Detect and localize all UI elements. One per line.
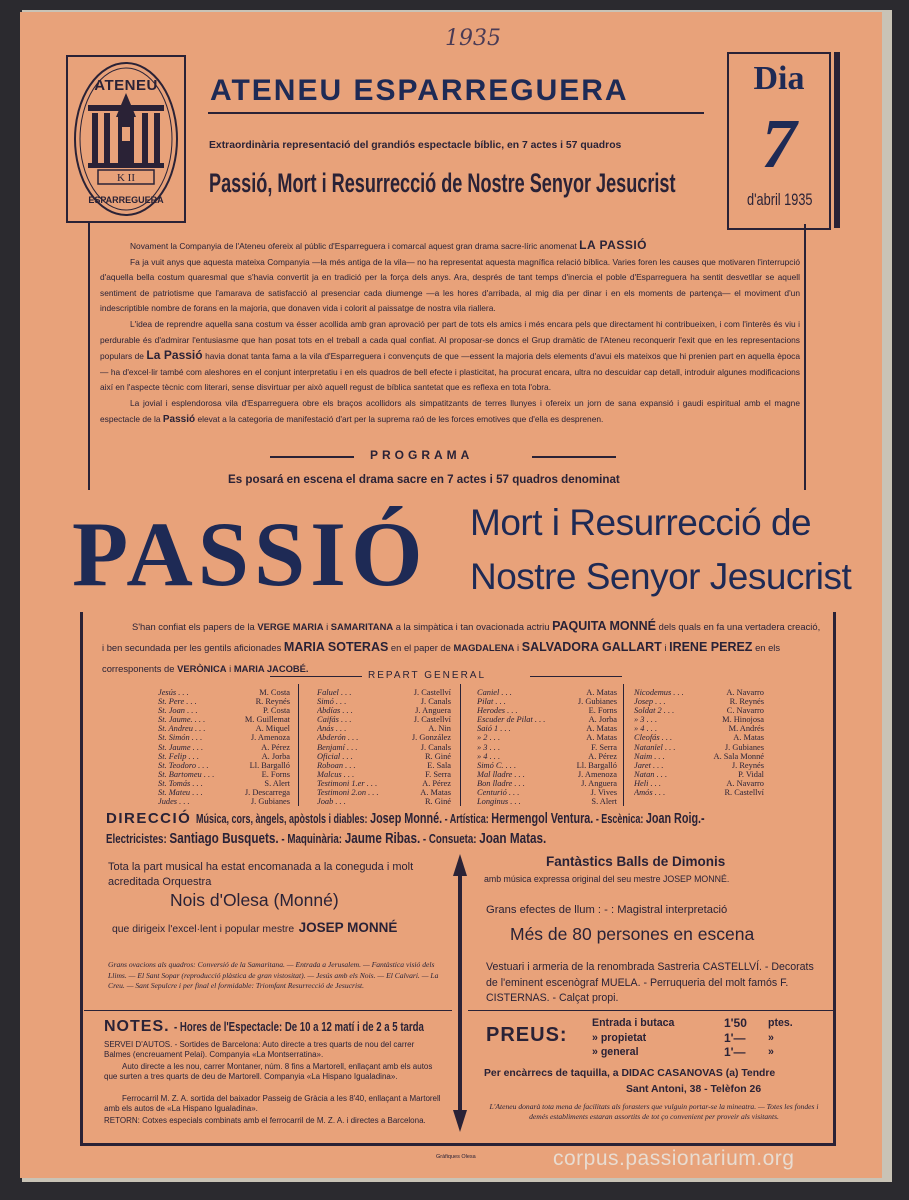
cast-role: Testimoni 1.er . . . xyxy=(317,778,378,788)
preus-adreca: Sant Antoni, 38 - Telèfon 26 xyxy=(626,1084,762,1095)
cast-actor: J. Reynés xyxy=(731,760,764,770)
notes-servei: SERVEI D'AUTOS. - Sortides de Barcelona: Auto directe a tres quarts de nou del carrer Balmes (encreuament Pelai). Companyia «La Montserratina». xyxy=(104,1040,415,1060)
cast-actor: A. Jorba xyxy=(261,751,290,761)
cast-actor: E. Forns xyxy=(588,706,617,716)
direccio-maquin-label: - Maquinària: xyxy=(281,832,343,846)
direccio-line2 xyxy=(106,830,546,847)
cast-role: St. Bartomeu . . . xyxy=(158,769,215,779)
orquestra-dir-lead: que dirigeix l'excel·lent i popular mestre xyxy=(112,924,295,935)
direccio xyxy=(106,810,826,828)
cast-row xyxy=(477,797,617,806)
price-row xyxy=(592,1045,832,1060)
cast-role: Josep . . . xyxy=(634,697,666,707)
divider-arrow-icon xyxy=(452,854,468,1132)
notes-rule-right xyxy=(468,1010,834,1011)
cast-row xyxy=(634,788,764,797)
cast-row xyxy=(317,715,451,724)
cast-row xyxy=(158,779,290,788)
cast-actor: M. Hinojosa xyxy=(722,715,764,725)
cast-actor: A. Navarro xyxy=(726,688,764,697)
big-title-main: PASSIÓ xyxy=(72,503,428,605)
cast-actor: J. Anguera xyxy=(415,706,451,716)
direccio-artistica-label: - Artística: xyxy=(444,812,489,826)
cast-role: Oficial . . . xyxy=(317,751,353,761)
cast-role: Joab . . . xyxy=(317,797,346,807)
cast-row xyxy=(158,761,290,770)
credits-magdalena: MAGDALENA xyxy=(453,642,515,653)
header-title: Passió, Mort i Resurrecció de Nostre Senyor Jesucrist xyxy=(209,168,676,198)
cast-actor: A. Miquel xyxy=(255,724,290,734)
printer-name: Gràfiques Olesa xyxy=(436,1154,476,1160)
lower-frame-left xyxy=(80,612,83,1146)
cast-role: Natan . . . xyxy=(634,769,668,779)
poster xyxy=(20,12,882,1178)
price-unit: ptes. xyxy=(768,1017,793,1029)
handwritten-year: 1935 xyxy=(445,26,501,51)
cast-actor: R. Giné xyxy=(424,751,451,761)
cast-row xyxy=(317,779,451,788)
logo-box xyxy=(66,55,186,223)
notes-rule-left xyxy=(84,1010,452,1011)
cast-row xyxy=(158,697,290,706)
price-row xyxy=(592,1016,832,1031)
notes-hores: - Hores de l'Espectacle: De 10 a 12 matí i de 2 a 5 tarda xyxy=(174,1019,424,1034)
cast-actor: Ll. Bargalló xyxy=(249,760,290,770)
cast-actor: Ll. Bargalló xyxy=(576,760,617,770)
cast-actor: P. Costa xyxy=(263,706,290,716)
notes-ferro: Ferrocarril M. Z. A. sortida del baixador Passeig de Gràcia a les 8'40, enllaçant a Martorell amb els autos de «La Hispano Igualadina». xyxy=(104,1094,441,1114)
credits-samaritana: SAMARITANA xyxy=(330,621,394,632)
repart-rule-left xyxy=(270,676,362,677)
credits-irene: IRENE PEREZ xyxy=(669,640,753,654)
repart-column-2 xyxy=(317,688,451,806)
direccio-electric-label: Electricistes: xyxy=(106,832,167,846)
direccio-musica-value: Josep Monné. xyxy=(369,810,442,827)
cast-actor: J. Amenoza xyxy=(577,769,617,779)
credits-t8: en els corresponents de xyxy=(102,642,781,674)
cast-role: Saió 1 . . . xyxy=(477,724,511,734)
cast-actor: A. Sala Monné xyxy=(713,751,764,761)
programa-rule-right xyxy=(532,456,616,458)
cast-actor: F. Serra xyxy=(425,769,451,779)
cast-role: Heli . . . xyxy=(634,778,661,788)
vestuari-text: Vestuari i armeria de la renombrada Sastreria CASTELLVÍ. - Decorats de l'eminent escenògraf MUELA. - Perruqueria del molt famós F. CISTERNAS. - Calçat propi. xyxy=(486,961,814,1005)
preus-label: PREUS: xyxy=(486,1024,568,1046)
cast-row xyxy=(477,706,617,715)
cast-row xyxy=(477,688,617,697)
credits-verge: VERGE MARIA xyxy=(257,621,324,632)
cast-actor: A. Matas xyxy=(586,688,617,697)
direccio-line1 xyxy=(196,810,705,827)
header-subtitle: Extraordinària representació del grandiós espectacle bíblic, en 7 actes i 57 quadros xyxy=(209,140,622,151)
cast-actor: J. Canals xyxy=(420,742,451,752)
programa-rule-left xyxy=(270,456,354,458)
cast-actor: R. Giné xyxy=(424,797,451,807)
repart-divider-3 xyxy=(623,684,624,806)
intro-p2: Fa ja vuit anys que aquesta mateixa Companyia —la més antiga de la vila— no ha representat aquesta magnífica relació bíblica. Varies foren les causes que motivaren l'interrupció d'aquella bella costum quaresmal que s'havia convertit ja en tradició per la força dels anys. Ara, després de tant temps d'inercia el poble d'Esparreguera ha sentit desvetllar se aquell sentiment de patriotisme que l'amarava de satisfacció al presenciar cada diumenge —a les hores d'arribada, al mig dia per dinar i en els moments de partença— el moviment d'un indescriptible nombre de forans en la majoria, que donaven vida i colorit al paissatge de nostra vila riallera. xyxy=(100,256,800,314)
direccio-consueta-value: Joan Matas. xyxy=(479,830,547,847)
cast-row xyxy=(634,770,764,779)
cast-role: Bon lladre . . . xyxy=(477,778,525,788)
cast-role: St. Jaume. . . . xyxy=(158,715,206,725)
cast-role: » 2 . . . xyxy=(477,733,501,743)
cast-role: Mal lladre . . . xyxy=(477,769,525,779)
cast-actor: J. Gubianes xyxy=(577,697,617,707)
cast-row xyxy=(477,724,617,733)
cast-actor: A. Matas xyxy=(733,733,764,743)
cast-row xyxy=(158,724,290,733)
lower-frame-bottom xyxy=(80,1143,836,1146)
repart-divider-1 xyxy=(298,684,299,806)
repart-rule-right xyxy=(530,676,622,677)
direccio-label: DIRECCIÓ xyxy=(106,810,192,827)
cast-row xyxy=(158,706,290,715)
preus-encarrecs: Per encàrrecs de taquilla, a DIDAC CASANOVAS (a) Tendre xyxy=(484,1068,776,1079)
cast-row xyxy=(158,743,290,752)
cast-row xyxy=(158,770,290,779)
cast-actor: J. Vives xyxy=(590,788,617,798)
cast-row xyxy=(317,752,451,761)
cast-row xyxy=(634,733,764,742)
credits-t2: i xyxy=(326,621,329,632)
intro-text xyxy=(100,238,800,427)
cast-role: Jesús . . . xyxy=(158,688,189,697)
price-item: » general xyxy=(592,1046,639,1058)
intro-p3-tail: havia donat tanta fama a la vila d'Esparreguera i convençuts de que —essent la majoria dels elements d'avui els mateixos que hi prenien part en aquella època— ha d'excel·lir també com aleshores en el conjunt interpretatiu i en els quadros de bell efecte i plasticitat, ha procurat encara, ultra no descuidar cap detall, introduir algunes modificacions així en l'aspecte tècnic com literari, sense disvirtuar per això aquell regust de bíblica santetat que es reflexa en tota l'obra. xyxy=(100,351,801,393)
cast-row xyxy=(317,743,451,752)
cast-row xyxy=(477,733,617,742)
credits-paquita: PAQUITA MONNÉ xyxy=(552,619,657,633)
orquestra-director xyxy=(112,919,397,937)
cast-row xyxy=(634,688,764,697)
cast-role: St. Tomás . . . xyxy=(158,778,203,788)
date-month: d'abril 1935 xyxy=(747,190,813,209)
notes-header xyxy=(104,1018,512,1036)
lower-frame-right xyxy=(833,612,836,1146)
cast-role: Pilat . . . xyxy=(477,697,506,707)
cast-actor: J. Amenoza xyxy=(250,733,290,743)
cast-role: Anás . . . xyxy=(317,724,347,734)
price-item: Entrada i butaca xyxy=(592,1017,675,1029)
big-title-line1: Mort i Resurrecció de xyxy=(470,502,812,543)
cast-row xyxy=(477,752,617,761)
cast-role: Herodes . . . xyxy=(477,706,518,716)
cast-row xyxy=(477,761,617,770)
cast-row xyxy=(634,706,764,715)
notes-auto: Auto directe a les nou, carrer Montaner, núm. 8 fins a Martorell, enllaçant amb els autos que surten a tres quarts de deu de Martorell. Companyia «La Hispano Igualadina». xyxy=(104,1062,433,1082)
logo-bottom-text: ESPARREGUERA xyxy=(88,195,164,205)
cast-role: St. Felip . . . xyxy=(158,751,199,761)
cast-row xyxy=(477,779,617,788)
cast-role: » 4 . . . xyxy=(634,724,658,734)
cast-role: St. Pere . . . xyxy=(158,697,197,707)
cast-actor: R. Castellví xyxy=(724,788,764,798)
cast-actor: J. Gubianes xyxy=(250,797,290,807)
cast-actor: A. Pérez xyxy=(261,742,290,752)
price-unit: » xyxy=(768,1031,774,1044)
intro-p1-strong: LA PASSIÓ xyxy=(579,238,648,252)
notes-retorn: RETORN: Cotxes especials combinats amb el ferrocarril de M. Z. A. i directes a Barcelona. xyxy=(104,1116,426,1125)
cast-actor: A. Navarro xyxy=(726,778,764,788)
credits-t5: en el paper de xyxy=(390,642,451,653)
cast-row xyxy=(634,779,764,788)
cast-role: Naim . . . xyxy=(634,751,665,761)
cast-actor: P. Vidal xyxy=(738,769,764,779)
intro-p4-tail: elevat a la categoria de manifestació d'art per la suprema raó de les forces emotives que d'ella es desprenen. xyxy=(197,413,604,424)
cast-row xyxy=(477,743,617,752)
cast-role: Cleofás . . . xyxy=(634,733,673,743)
direccio-electric-value: Santiago Busquets. xyxy=(169,830,279,847)
repart-heading: REPART GENERAL xyxy=(368,670,487,681)
cast-role: Judes . . . xyxy=(158,797,190,807)
date-box-bar xyxy=(834,52,840,228)
credits-t7: i xyxy=(664,642,667,653)
price-item: » propietat xyxy=(592,1031,647,1044)
cast-row xyxy=(317,697,451,706)
credits-veronica: VERÒNICA xyxy=(177,663,227,674)
cast-actor: A. Jorba xyxy=(588,715,617,725)
cast-actor: A. Nin xyxy=(428,724,451,734)
cast-role: Jaret . . . xyxy=(634,760,664,770)
price-unit: » xyxy=(768,1046,774,1058)
cast-actor: J. Castellví xyxy=(413,715,451,725)
cast-actor: J. Gubianes xyxy=(724,742,764,752)
repart-column-3 xyxy=(477,688,617,806)
cast-row xyxy=(158,788,290,797)
persones-line: Més de 80 persones en escena xyxy=(510,924,755,944)
cast-actor: M. Guillemat xyxy=(244,715,290,725)
cast-row xyxy=(477,788,617,797)
cast-role: Roboan . . . xyxy=(317,760,356,770)
cast-role: Nicodemus . . . xyxy=(634,688,684,697)
cast-role: Abdías . . . xyxy=(317,706,353,716)
cast-actor: J. Descarrega xyxy=(244,788,290,798)
watermark: corpus.passionarium.org xyxy=(553,1147,795,1170)
cast-role: Soldat 2 . . . xyxy=(634,706,675,716)
big-title-line2: Nostre Senyor Jesucrist xyxy=(470,556,852,597)
repart-column-4 xyxy=(634,688,764,797)
repart-divider-2 xyxy=(460,684,461,806)
cast-actor: A. Matas xyxy=(420,788,451,798)
cast-row xyxy=(477,770,617,779)
direccio-musica-label: Música, cors, àngels, apòstols i diables: xyxy=(195,812,368,826)
cast-actor: R. Reynés xyxy=(255,697,290,707)
cast-role: Benjamí . . . xyxy=(317,742,358,752)
cast-actor: A. Pérez xyxy=(588,751,617,761)
cast-role: Amós . . . xyxy=(634,788,666,798)
notes-label: NOTES. xyxy=(104,1018,170,1035)
org-name: ATENEU ESPARREGUERA xyxy=(210,74,629,107)
intro-p4-strong: Passió xyxy=(162,413,196,425)
price-row xyxy=(592,1031,832,1046)
cast-row xyxy=(158,688,290,697)
price-value: 1'— xyxy=(724,1045,746,1059)
cast-row xyxy=(634,752,764,761)
logo-top-text: ATENEU xyxy=(94,77,158,94)
cast-actor: M. Andrés xyxy=(728,724,764,734)
cast-actor: M. Costa xyxy=(259,688,290,697)
cast-role: Escuder de Pilat . . . xyxy=(477,715,546,725)
preus-nota: L'Ateneu donarà tota mena de facilitats als forasters que vulguin portar-se la mineatra. — Totes les fondes i demés establiments estaran assortits de tot ço convenient per proveir als visitants. xyxy=(489,1102,819,1121)
cast-role: » 3 . . . xyxy=(634,715,658,725)
cast-role: St. Joan . . . xyxy=(158,706,198,716)
cast-role: Malcus . . . xyxy=(317,769,355,779)
intro-p3-strong: La Passió xyxy=(146,348,203,363)
credits-maria-s: MARIA SOTERAS xyxy=(283,640,389,654)
direccio-maquin-value: Jaume Ribas. xyxy=(344,830,421,847)
cast-row xyxy=(317,706,451,715)
header-rule xyxy=(208,112,704,114)
cast-row xyxy=(158,797,290,806)
cast-row xyxy=(317,770,451,779)
credits-t9: i xyxy=(229,663,232,674)
cast-role: St. Teodoro . . . xyxy=(158,760,209,770)
cast-row xyxy=(634,715,764,724)
direccio-artistica-value: Hermengol Ventura. xyxy=(491,810,594,827)
credits-t4: dels quals en fa una vertadera creació, i ben secundada per les gentils aficionades xyxy=(102,621,821,653)
cast-role: » 4 . . . xyxy=(477,751,501,761)
cast-actor: A. Matas xyxy=(586,733,617,743)
intro-p4: La jovial i esplendorosa vila d'Esparreguera obre els braços acollidors als simpatitzants de terres llunyes i ofereix un jorn de sana expansió i gaudi espiritual amb el magne espectacle de la xyxy=(100,397,800,424)
orquestra-dir-name: JOSEP MONNÉ xyxy=(298,920,398,935)
cast-row xyxy=(634,697,764,706)
cast-row xyxy=(317,733,451,742)
cast-row xyxy=(317,797,451,806)
cast-role: Longinus . . . xyxy=(477,797,521,807)
cast-actor: J. Canals xyxy=(420,697,451,707)
balls-title: Fantàstics Balls de Dimonis xyxy=(546,854,726,869)
cast-role: St. Andreu . . . xyxy=(158,724,206,734)
cast-actor: S. Alert xyxy=(591,797,617,807)
cast-row xyxy=(158,733,290,742)
intro-p1: Novament la Companyia de l'Ateneu ofereix al públic d'Esparreguera i comarcal aquest gran drama sacre-líric anomenat xyxy=(130,241,577,251)
cast-actor: A. Matas xyxy=(586,724,617,734)
cast-role: Natanïel . . . xyxy=(634,742,676,752)
svg-text:K II: K II xyxy=(116,172,136,184)
credits-t3: a la simpàtica i tan ovacionada actriu xyxy=(395,621,550,632)
price-value: 1'50 xyxy=(724,1016,747,1030)
cast-actor: F. Serra xyxy=(591,742,617,752)
cast-actor: J. Castellví xyxy=(413,688,451,697)
cast-actor: E. Forns xyxy=(261,769,290,779)
cast-row xyxy=(317,761,451,770)
frame-right xyxy=(804,224,806,490)
orquestra-intro: Tota la part musical ha estat encomanada a la coneguda i molt acreditada Orquestra xyxy=(108,861,414,888)
cast-actor: J. González xyxy=(411,733,451,743)
cast-role: St. Jaume . . . xyxy=(158,742,204,752)
date-dia: Dia xyxy=(753,60,805,97)
cast-role: Simó C. . . . xyxy=(477,760,517,770)
cast-role: Abderón . . . xyxy=(317,733,359,743)
credits-t1: S'han confiat els papers de la xyxy=(132,621,255,632)
programa-line: Es posará en escena el drama sacre en 7 actes i 57 quadros denominat xyxy=(228,473,620,486)
balls-subtitle: amb música expressa original del seu mestre JOSEP MONNÉ. xyxy=(484,874,730,884)
intro-p3: L'idea de reprendre aquella sana costum va ésser acollida amb gran aprovació per part de tots els amics i més encara pels que directament hi contribueixen, i com l'interès és viu i perdurable és d'admirar l'entusiasme que han posat tots en el treball a cada qual confiat. Al proposar-se doncs el Grup dramàtic de l'Ateneu reconquerir l'exit que en les representacions populars de xyxy=(100,318,800,362)
cast-actor: R. Reynés xyxy=(729,697,764,707)
cast-role: Caniel . . . xyxy=(477,688,512,697)
cast-actor: J. Anguera xyxy=(581,778,617,788)
efectes-line: Grans efectes de llum : - : Magistral interpretació xyxy=(486,904,728,916)
direccio-escenica-value: Joan Roig.- xyxy=(645,810,705,827)
cast-row xyxy=(317,724,451,733)
cast-row xyxy=(158,715,290,724)
cast-role: St. Simón . . . xyxy=(158,733,203,743)
direccio-consueta-label: - Consueta: xyxy=(422,832,477,846)
cast-role: Faluel . . . xyxy=(317,688,352,697)
date-day: 7 xyxy=(761,106,797,183)
cast-row xyxy=(634,761,764,770)
cast-role: » 3 . . . xyxy=(477,742,501,752)
cast-actor: A. Pérez xyxy=(422,778,451,788)
cast-row xyxy=(477,697,617,706)
cast-role: Centurió . . . xyxy=(477,788,520,798)
credits-salvadora: SALVADORA GALLART xyxy=(521,640,662,654)
cast-actor: E. Sala xyxy=(427,760,451,770)
credits-t6: i xyxy=(517,642,520,653)
cast-actor: C. Navarro xyxy=(726,706,764,716)
frame-left xyxy=(88,222,90,490)
direccio-escenica-label: - Escènica: xyxy=(595,812,644,826)
cast-role: Caifás . . . xyxy=(317,715,352,725)
cast-actor: S. Alert xyxy=(264,778,290,788)
cast-row xyxy=(634,724,764,733)
cast-role: Testimoni 2.on . . . xyxy=(317,788,379,798)
repart-column-1 xyxy=(158,688,290,806)
price-value: 1'— xyxy=(724,1030,746,1045)
cast-role: Simó . . . xyxy=(317,697,347,707)
cast-row xyxy=(634,743,764,752)
cast-row xyxy=(477,715,617,724)
cast-row xyxy=(158,752,290,761)
credits-maria-j: MARIA JACOBÉ. xyxy=(233,663,309,674)
cast-row xyxy=(317,688,451,697)
preus-table xyxy=(592,1016,832,1060)
date-box xyxy=(727,52,831,230)
cast-row xyxy=(317,788,451,797)
cast-role: St. Mateu . . . xyxy=(158,788,203,798)
orquestra-ovacions: Grans ovacions als quadros: Conversió de la Samaritana. — Entrada a Jerusalem. — Fantàstica visió dels Llims. — El Sant Sopar (reproducció plàstica de gran vistositat). — Jesús amb els Nois. — El Calvari. — La Creu. — Sant Sepulcre i per final el formidable: Triomfant Resurrecció de Jesucrist. xyxy=(108,960,439,991)
programa-heading: PROGRAMA xyxy=(370,448,474,462)
orquestra-name: Nois d'Olesa (Monné) xyxy=(170,890,339,910)
